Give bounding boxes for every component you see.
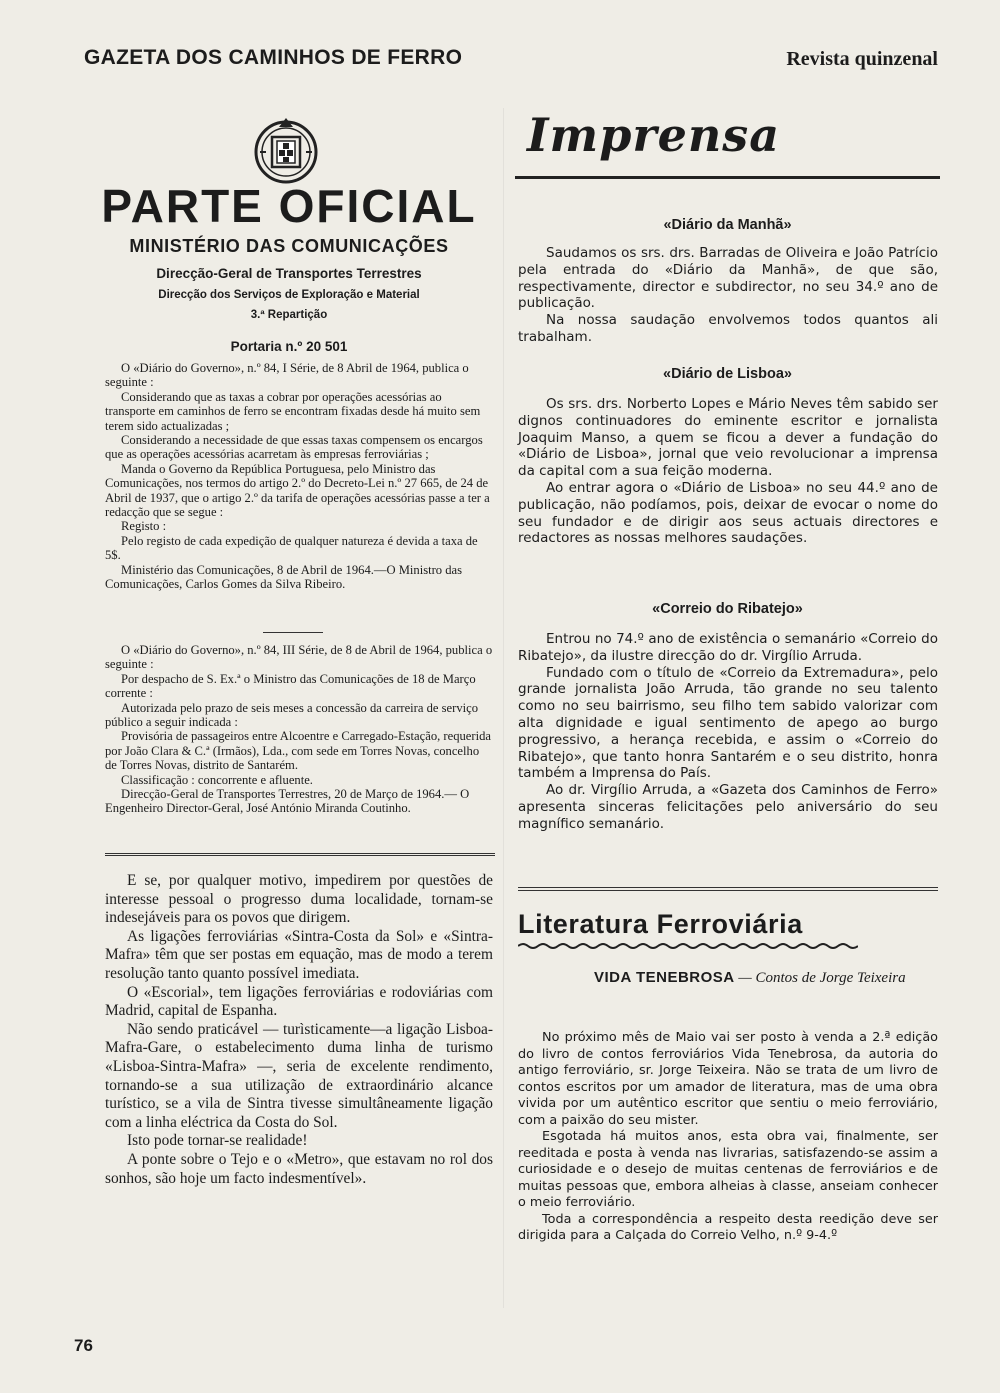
literatura-paragraph: No próximo mês de Maio vai ser posto à venda a 2.ª edição do livro de contos ferroviários Vida Tenebrosa, da autoria do antigo ferroviário, sr. Jorge Teixeira. Não se trata de um livro de contos escritos por um amador de literatura, mas de uma obra vivida por um autêntico escritor que sentiu o meio ferroviário, com a paixão do seu mister. (518, 1030, 938, 1128)
direccao-servicos-heading: Direcção dos Serviços de Exploração e Material (158, 289, 420, 301)
official-paragraph: O «Diário do Governo», n.º 84, III Série, de 8 de Abril de 1964, publica o seguinte : (105, 643, 493, 672)
imprensa-title: Imprensa (527, 108, 781, 162)
double-rule (518, 887, 938, 891)
official-paragraph: Direcção-Geral de Transportes Terrestres, 20 de Março de 1964.— O Engenheiro Director-Geral, José António Miranda Coutinho. (105, 787, 470, 816)
book-title: VIDA TENEBROSA (594, 969, 735, 986)
article-paragraph: Isto pode tornar-se realidade! (127, 1132, 308, 1150)
official-paragraph: Considerando a necessidade de que essas taxas compensem os encargos que as operações acessórias acarretam às empresas ferroviárias ; (105, 433, 483, 462)
article-paragraph: A ponte sobre o Tejo e o «Metro», que estavam no rol dos sonhos, são hoje um facto indesmentível». (105, 1150, 493, 1187)
official-paragraph: Pelo registo de cada expedição de qualquer natureza é devida a taxa de 5$. (105, 533, 478, 563)
official-paragraph: Autorizada pelo prazo de seis meses a concessão da carreira de serviço público a seguir indicada : (105, 700, 479, 730)
separator-rule (263, 632, 323, 633)
official-paragraph: Provisória de passageiros entre Alcoentre e Carregado-Estação, requerida por João Clara & C.ª (Irmãos), Lda., com sede em Torres Novas, concelho de Torres Novas, distrito de Santarém. (105, 729, 491, 773)
left-article (105, 872, 493, 1188)
double-rule (105, 853, 495, 856)
direccao-geral-heading: Direcção-Geral de Transportes Terrestres (156, 266, 422, 281)
section-paragraph: Ao dr. Virgílio Arruda, a «Gazeta dos Caminhos de Ferro» apresenta sinceras felicitações pelo aniversário do seu magnífico semanário. (518, 782, 938, 832)
section-body (518, 631, 938, 833)
column-divider (503, 108, 504, 1308)
section-paragraph: Os srs. drs. Norberto Lopes e Mário Neves têm sabido ser dignos continuadores do eminente escritor e jornalista Joaquim Manso, a quem se ficou a dever a fundação do «Diário de Lisboa», jornal que veio revolucionar a imprensa da capital com a sua feição moderna. (518, 396, 938, 480)
article-paragraph: As ligações ferroviárias «Sintra-Costa da Sol» e «Sintra-Mafra» têm que ser postas em equação, mas de modo a terem resolução tanto quanto possível imediata. (105, 927, 493, 982)
official-paragraph: Considerando que as taxas a cobrar por operações acessórias ao transporte em caminhos de ferro se encontram fixadas desde há muito sem terem sido actualizadas ; (105, 389, 481, 433)
section-paragraph: Entrou no 74.º ano de existência o semanário «Correio do Ribatejo», da ilustre direcção do dr. Virgílio Arruda. (518, 631, 938, 664)
section-paragraph: Saudamos os srs. drs. Barradas de Oliveira e João Patrício pela entrada do «Diário da Manhã», de que são, respectivamente, director e subdirector, no seu 34.º ano de publicação. (518, 245, 938, 312)
section-paragraph: Fundado com o título de «Correio da Extremadura», pelo grande jornalista João Arruda, tão grande no seu talento como no seu bairrismo, seu filho tem sabido valorizar com alta dignidade e igual sentimento de apego ao burgo progressivo, a herança recebida, e assim o «Correio do Ribatejo», que tanto honra Santarém e o seu distrito, honra também a Imprensa do País. (518, 664, 938, 782)
portaria-heading: Portaria n.º 20 501 (230, 339, 348, 354)
article-paragraph: Não sendo praticável — turìsticamente—a ligação Lisboa-Mafra-Gare, o estabelecimento duma linha de turismo «Lisboa-Sintra-Mafra» —, seria de excelente rendimento, tornando-se a sua utilização de extraordinário alcance turístico, se a vila de Sintra tivesse simultâneamente ligação com a linha eléctrica da Costa do Sol. (105, 1020, 493, 1131)
section-paragraph: Na nossa saudação envolvemos todos quantos ali trabalham. (518, 312, 938, 345)
section-body (518, 396, 938, 547)
section-paragraph: Ao entrar agora o «Diário de Lisboa» no seu 44.º ano de publicação, não podíamos, pois, deixar de evocar o nome do seu fundador e de dirigir aos seus actuais directores e redactores as nossas melhores saudações. (518, 479, 938, 547)
imprensa-underline (515, 176, 940, 179)
literatura-paragraph: Toda a correspondência a respeito desta reedição deve ser dirigida para a Calçada do Correio Velho, n.º 9-4.º (518, 1211, 938, 1243)
book-subtitle: — Contos de Jorge Teixeira (738, 970, 906, 986)
official-block-2 (105, 643, 493, 816)
page-number: 76 (74, 1336, 93, 1355)
reparticao-heading: 3.ª Repartição (250, 309, 328, 321)
official-paragraph: Por despacho de S. Ex.ª o Ministro das Comunicações de 18 de Março corrente : (105, 671, 476, 701)
section-body (518, 245, 938, 346)
section-heading: «Correio do Ribatejo» (652, 601, 803, 617)
article-paragraph: O «Escorial», tem ligações ferroviárias e rodoviárias com Madrid, capital de Espanha. (105, 983, 493, 1020)
journal-frequency: Revista quinzenal (786, 48, 938, 70)
section-heading: «Diário de Lisboa» (663, 366, 792, 382)
wavy-rule (518, 942, 858, 950)
official-paragraph: Classificação : concorrente e afluente. (121, 772, 313, 787)
article-paragraph: E se, por qualquer motivo, impedirem por questões de interesse pessoal o progresso duma localidade, tornam-se indesejáveis para os povos que dirigem. (105, 872, 493, 927)
official-paragraph: O «Diário do Governo», n.º 84, I Série, de 8 Abril de 1964, publica o seguinte : (105, 361, 469, 390)
official-block-1 (105, 361, 493, 592)
official-paragraph: Manda o Governo da República Portuguesa, pelo Ministro das Comunicações, nos termos do artigo 2.º do Decreto-Lei n.º 27 665, de 24 de Abril de 1937, que o artigo 2.º da tarifa de operações acessórias passe a ter a redacção que se segue : (105, 461, 490, 520)
literatura-title: Literatura Ferroviária (518, 909, 803, 939)
section-heading: «Diário da Manhã» (663, 217, 792, 233)
portuguese-coat-of-arms-icon (253, 115, 319, 185)
literatura-body (518, 1030, 938, 1245)
official-paragraph: Registo : (121, 519, 167, 534)
official-paragraph: Ministério das Comunicações, 8 de Abril de 1964.—O Ministro das Comunicações, Carlos Gomes da Silva Ribeiro. (105, 562, 463, 592)
book-heading (594, 968, 934, 988)
literatura-paragraph: Esgotada há muitos anos, esta obra vai, finalmente, ser reeditada e posta à venda nas livrarias, satisfazendo-se assim a curiosidade e o desejo de muitas centenas de ferroviários e de muitas pessoas que, embora alheias à classe, anseiam conhecer o meio ferroviário. (518, 1129, 938, 1210)
journal-title: GAZETA DOS CAMINHOS DE FERRO (84, 46, 463, 69)
ministry-heading: MINISTÉRIO DAS COMUNICAÇÕES (129, 236, 449, 256)
parte-oficial-title: PARTE OFICIAL (101, 180, 477, 232)
